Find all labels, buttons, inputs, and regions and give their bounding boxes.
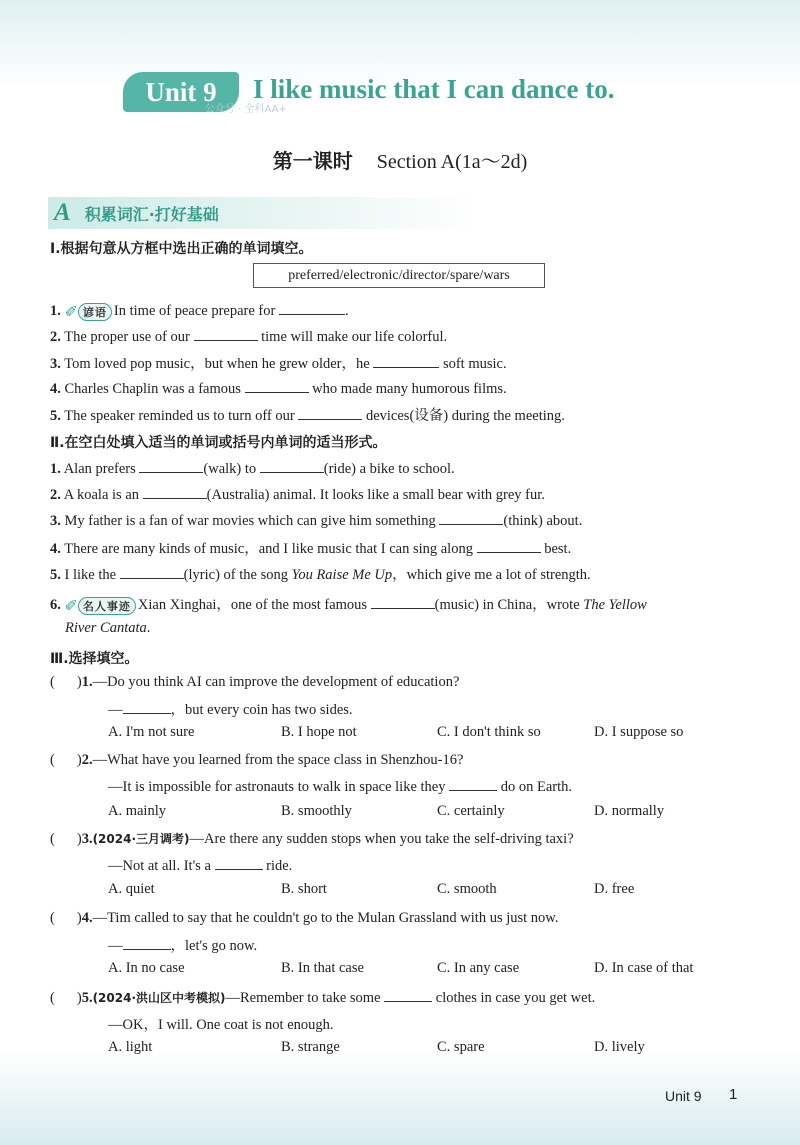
answer-paren[interactable]	[55, 750, 77, 764]
section1-instruction: Ⅰ.根据句意从方框中选出正确的单词填空。	[50, 241, 313, 257]
celebrity-tag: ✐ 名人事迹	[65, 596, 136, 615]
option-c[interactable]: C. I don't think so	[437, 724, 541, 740]
s2-item-5: 5. I like the (lyric) of the song You Raise Me Up，which give me a lot of strength.	[50, 563, 591, 584]
answer-blank[interactable]	[120, 564, 184, 579]
mc-question-2: ( )2.—What have you learned from the space class in Shenzhou-16?	[50, 752, 464, 768]
s2-item-4: 4. There are many kinds of music，and I like music that I can sing along best.	[50, 537, 571, 558]
option-c[interactable]: C. certainly	[437, 803, 505, 819]
answer-paren[interactable]	[55, 908, 77, 922]
answer-blank[interactable]	[245, 378, 309, 393]
option-b[interactable]: B. I hope not	[281, 724, 357, 740]
answer-blank[interactable]	[260, 458, 324, 473]
answer-blank[interactable]	[384, 987, 432, 1002]
answer-paren[interactable]	[55, 829, 77, 843]
question-source: (2024·洪山区中考模拟)	[92, 991, 226, 1005]
footer-unit: Unit 9	[665, 1088, 702, 1104]
part-letter: A	[54, 199, 71, 226]
pen-icon: ✐	[64, 596, 78, 616]
s2-item-6-cont: River Cantata.	[65, 620, 151, 636]
mc-question-3: ( )3.(2024·三月调考)—Are there any sudden stops when you take the self-driving taxi?	[50, 831, 574, 847]
option-d[interactable]: D. normally	[594, 803, 665, 819]
mc-response-3: —Not at all. It's a ride.	[108, 855, 292, 875]
section2-instruction: Ⅱ.在空白处填入适当的单词或括号内单词的适当形式。	[50, 435, 387, 451]
option-a[interactable]: A. quiet	[108, 881, 155, 897]
answer-blank[interactable]	[143, 484, 207, 499]
answer-paren[interactable]	[55, 672, 77, 686]
s2-item-3: 3. My father is a fan of war movies which can give him something (think) about.	[50, 510, 582, 530]
question-source: (2024·三月调考)	[92, 832, 190, 846]
answer-blank[interactable]	[123, 699, 171, 714]
mc-question-4: ( )4.—Tim called to say that he couldn't go to the Mulan Grassland with us just now.	[50, 910, 559, 926]
answer-blank[interactable]	[123, 935, 171, 950]
option-a[interactable]: A. mainly	[108, 803, 166, 819]
mc-response-5: —OK，I will. One coat is not enough.	[108, 1017, 334, 1033]
option-d[interactable]: D. I suppose so	[594, 724, 684, 740]
option-d[interactable]: D. In case of that	[594, 960, 694, 976]
option-a[interactable]: A. In no case	[108, 960, 185, 976]
option-d[interactable]: D. free	[594, 881, 635, 897]
answer-paren[interactable]	[55, 988, 77, 1002]
s2-item-6: 6. ✐ 名人事迹 Xian Xinghai，one of the most famous (music) in China，wrote The Yellow	[50, 593, 647, 615]
option-a[interactable]: A. I'm not sure	[108, 724, 195, 740]
option-c[interactable]: C. spare	[437, 1039, 485, 1055]
answer-blank[interactable]	[373, 353, 439, 368]
lesson-cn: 第一课时	[272, 149, 353, 173]
option-c[interactable]: C. smooth	[437, 881, 497, 897]
mc-response-2: —It is impossible for astronauts to walk in space like they do on Earth.	[108, 776, 572, 796]
watermark: 公众号 · 全科AA+	[205, 104, 287, 115]
option-b[interactable]: B. In that case	[281, 960, 364, 976]
section3-instruction: Ⅲ.选择填空。	[50, 651, 139, 667]
s2-item-1: 1. Alan prefers (walk) to (ride) a bike to school.	[50, 458, 455, 478]
s1-item-1: 1. ✐ 谚语 In time of peace prepare for .	[50, 300, 349, 321]
part-a-banner	[48, 197, 478, 229]
answer-blank[interactable]	[371, 594, 435, 609]
pen-icon: ✐	[64, 302, 78, 322]
s1-item-4: 4. Charles Chaplin was a famous who made many humorous films.	[50, 378, 507, 398]
s2-item-2: 2. A koala is an (Australia) animal. It looks like a small bear with grey fur.	[50, 484, 545, 504]
answer-blank[interactable]	[194, 326, 258, 341]
option-d[interactable]: D. lively	[594, 1039, 645, 1055]
s1-item-3: 3. Tom loved pop music，but when he grew older，he soft music.	[50, 352, 507, 373]
page-number: 1	[729, 1086, 738, 1103]
lesson-heading	[0, 145, 800, 174]
s1-item-2: 2. The proper use of our time will make our life colorful.	[50, 326, 447, 346]
option-a[interactable]: A. light	[108, 1039, 153, 1055]
unit-title: I like music that I can dance to.	[253, 74, 615, 104]
mc-response-1: — ，but every coin has two sides.	[108, 698, 353, 719]
lesson-en: Section A(1a～2d)	[376, 151, 528, 173]
s1-item-5: 5. The speaker reminded us to turn off our devices(设备) during the meeting.	[50, 404, 565, 425]
answer-blank[interactable]	[298, 405, 362, 420]
answer-blank[interactable]	[449, 776, 497, 791]
part-title: 积累词汇·打好基础	[84, 204, 219, 224]
option-b[interactable]: B. short	[281, 881, 327, 897]
answer-blank[interactable]	[215, 855, 263, 870]
answer-blank[interactable]	[139, 458, 203, 473]
answer-blank[interactable]	[279, 300, 345, 315]
option-c[interactable]: C. In any case	[437, 960, 520, 976]
word-box: preferred/electronic/director/spare/wars	[253, 263, 545, 288]
mc-question-1: ( )1.—Do you think AI can improve the development of education?	[50, 674, 460, 690]
unit-badge: Unit 9	[123, 72, 239, 112]
proverb-tag: ✐ 谚语	[65, 302, 112, 321]
option-b[interactable]: B. strange	[281, 1039, 340, 1055]
mc-question-5: ( )5.(2024·洪山区中考模拟)—Remember to take some clothes in case you get wet.	[50, 987, 595, 1007]
option-b[interactable]: B. smoothly	[281, 803, 352, 819]
answer-blank[interactable]	[439, 510, 503, 525]
mc-response-4: — ，let's go now.	[108, 934, 257, 955]
answer-blank[interactable]	[477, 538, 541, 553]
